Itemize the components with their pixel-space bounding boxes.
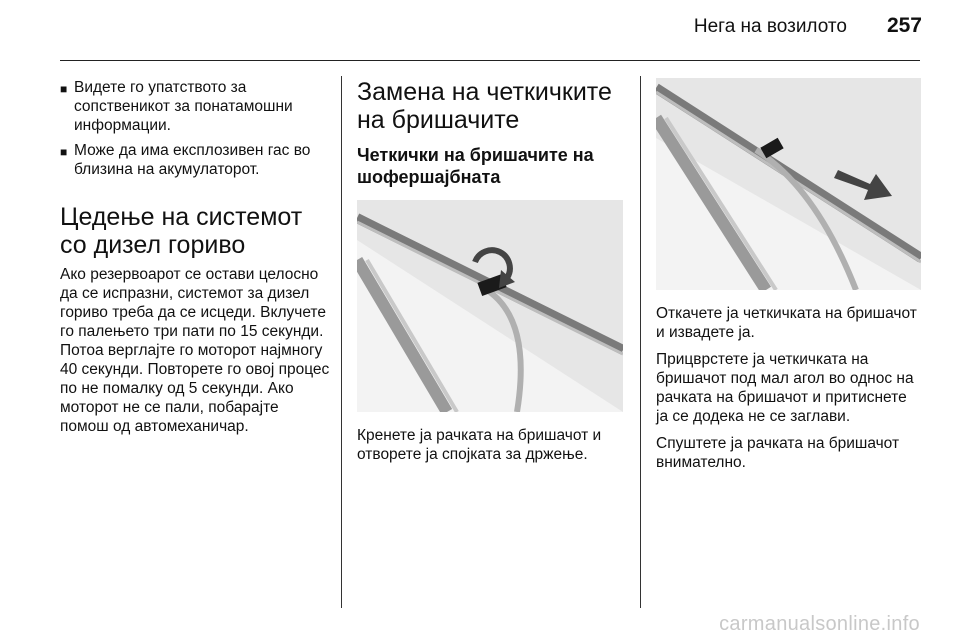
- page-header: [60, 14, 922, 38]
- bullet-square-icon: ■: [60, 82, 68, 96]
- body-paragraph: Спуштете ја рачката на бришачот внимателно.: [656, 435, 900, 471]
- section-heading: Цедење на системот со дизел гориво: [60, 203, 303, 259]
- column-1: [60, 78, 330, 444]
- bullet-square-icon: ■: [60, 145, 68, 159]
- column-divider-1: [341, 76, 342, 608]
- watermark-text: carmanualsonline.info: [719, 613, 920, 635]
- wiper-lift-illustration: [357, 200, 623, 412]
- section-title: Нега на возилото: [693, 16, 847, 37]
- section-heading: Замена на четкичките на бришачите: [357, 78, 612, 134]
- bullet-text: Видете го упатството за сопственикот за понатамошни информации.: [74, 79, 293, 134]
- figure-caption: Кренете ја рачката на бришачот и отворете ја спојката за држење.: [357, 427, 602, 463]
- header-rule: [60, 60, 920, 61]
- column-divider-2: [640, 76, 641, 608]
- body-paragraph: Ако резервоарот се остави целосно да се испразни, системот за дизел гориво треба да се исцеди. Вклучете го палењето три пати по 15 секунди. Потоа верглајте го моторот најмногу 40 секунди. Повторете го овој процес по не помалку од 5 секунди. Ако моторот не се пали, побарајте помош од автомеханичар.: [60, 266, 330, 435]
- bullet-text: Може да има експлозивен гас во близина на акумулаторот.: [74, 142, 311, 178]
- body-paragraph: Прицврстете ја четкичката на бришачот под мал агол во однос на рачката на бришачот и притиснете ја се додека не се заглави.: [656, 351, 914, 425]
- body-paragraph: Откачете ја четкичката на бришачот и извадете ја.: [656, 305, 917, 341]
- bullet-item: [60, 78, 330, 135]
- page-number: 257: [886, 14, 922, 37]
- sub-heading: Четкички на бришачите на шофершајбната: [357, 145, 594, 187]
- column-2: [357, 78, 623, 472]
- column-3: [656, 78, 921, 480]
- bullet-item: [60, 141, 330, 179]
- wiper-remove-illustration: [656, 78, 921, 290]
